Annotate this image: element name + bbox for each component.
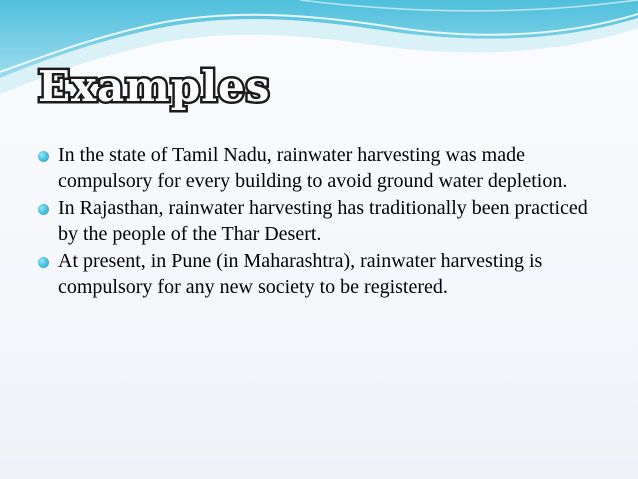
bullet-item [38, 249, 598, 300]
bullet-dot-icon [38, 204, 49, 215]
bullet-item [38, 196, 598, 247]
bullet-text: In Rajasthan, rainwater harvesting has traditionally been practiced by the people of the Thar Desert. [58, 197, 588, 245]
bullet-item [38, 143, 598, 194]
bullet-list [38, 143, 598, 302]
bullet-text: At present, in Pune (in Maharashtra), rainwater harvesting is compulsory for any new society to be registered. [58, 250, 543, 298]
bullet-dot-icon [38, 257, 49, 268]
bullet-dot-icon [38, 151, 49, 162]
bullet-text: In the state of Tamil Nadu, rainwater harvesting was made compulsory for every building to avoid ground water depletion. [58, 144, 568, 192]
slide-title: Examples [38, 62, 271, 111]
